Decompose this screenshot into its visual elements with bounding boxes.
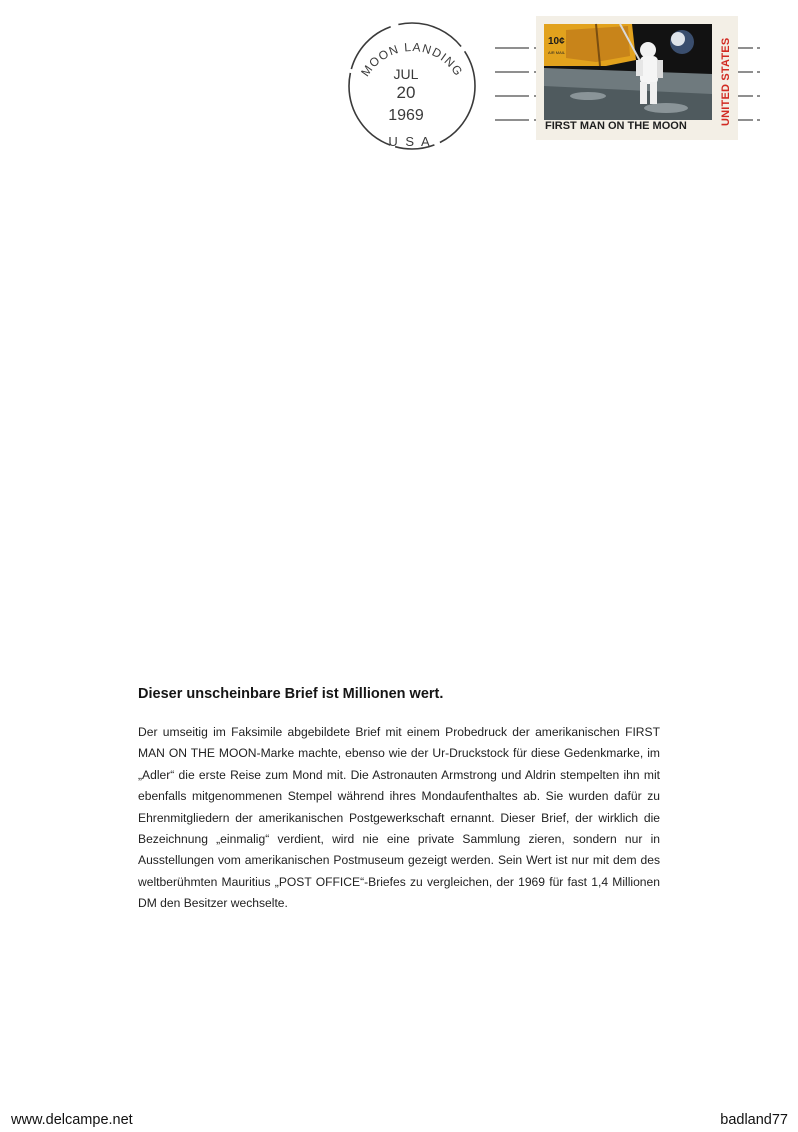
letter-text-block [138,686,660,915]
moon-landing-postmark [340,12,485,160]
letter-body: Der umseitig im Faksimile abgebildete Brief mit einem Probedruck der amerikanischen FIRST MAN ON THE MOON-Marke machte, ebenso wie der Ur-Druckstock für diese Gedenkmarke, im „Adler“ die erste Reise zum Mond mit. Die Astronauten Armstrong und Aldrin stempelten ihn mit ebenfalls mitgenommenen Stempel während ihres Mondaufenthaltes ab. Sie wurden dafür zu Ehrenmitgliedern der amerikanischen Postgewerkschaft ernannt. Dieser Brief, der wirklich die Bezeichnung „einmalig“ verdient, wird nie eine private Sammlung zieren, sondern nur in Ausstellungen vom amerikanischen Postmuseum gezeigt werden. Sein Wert ist nur mit dem des weltberühmten Mauritius „POST OFFICE“-Briefes zu vergleichen, der 1969 für fast 1,4 Millionen DM den Besitzer wechselte. [138,725,660,911]
postmark-country: U S A [388,134,432,149]
footer-source-url: www.delcampe.net [11,1112,133,1128]
postmark-month: JUL [393,66,419,82]
stamp-caption: FIRST MAN ON THE MOON [545,120,687,132]
letter-heading: Dieser unscheinbare Brief ist Millionen wert. [138,686,444,702]
postmark-ring-text: MOON LANDING [358,39,466,79]
stamp-airmail-label: AIR MAIL [548,50,566,55]
stamp-value: 10¢ [548,36,565,47]
footer-seller-name: badland77 [720,1112,788,1128]
postmark-day: 20 [396,83,416,102]
postmark-year: 1969 [388,107,424,124]
stamp-country-label: UNITED STATES [720,37,732,126]
first-man-on-the-moon-stamp [536,16,738,140]
postmark-circle [340,12,485,160]
